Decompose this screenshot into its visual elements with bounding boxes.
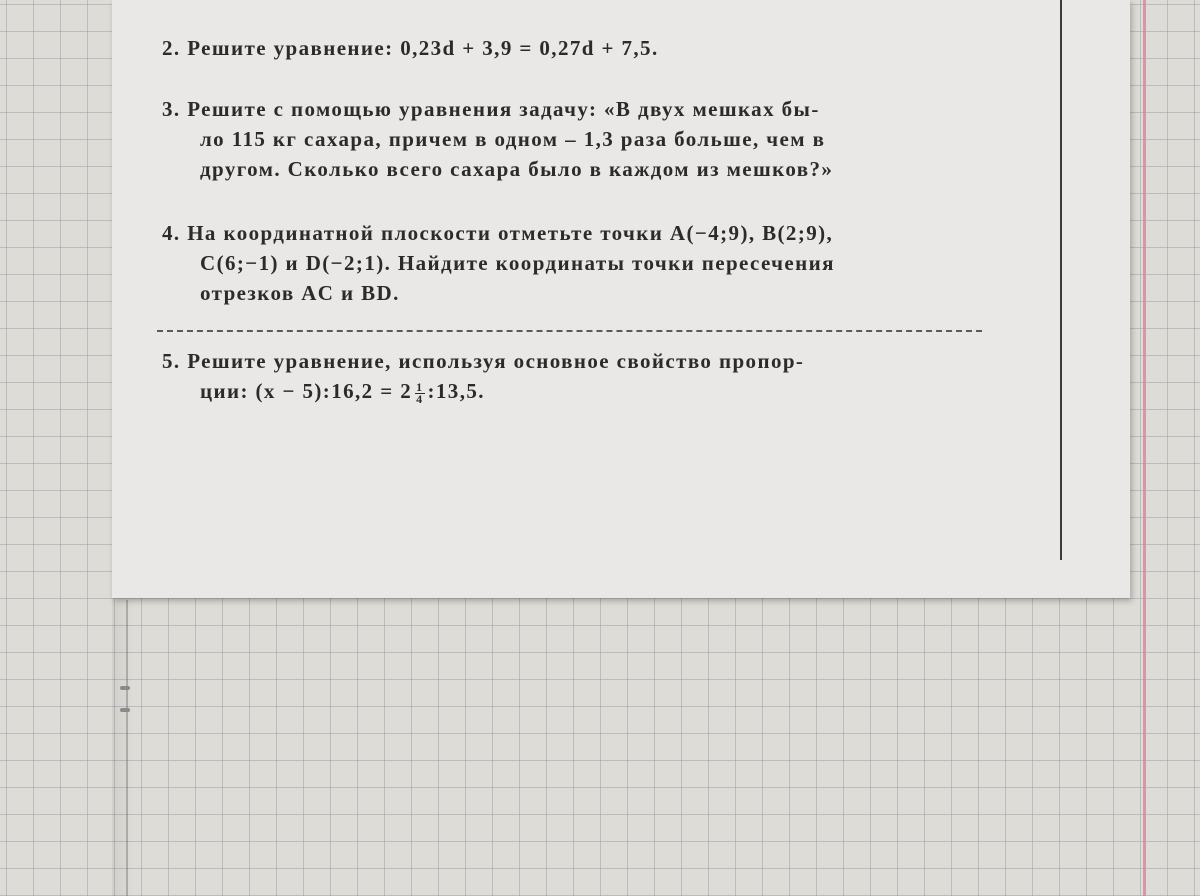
task-5-equation-end: :13,5. <box>427 379 485 403</box>
task-5-equation-start: ции: (x − 5):16,2 = 2 <box>200 379 413 403</box>
task-5-line-2 <box>162 376 804 406</box>
notebook-binding-edge <box>126 600 128 896</box>
task-5-line-1: 5. Решите уравнение, используя основное свойство пропор- <box>162 349 805 373</box>
fraction-denominator: 4 <box>416 391 424 406</box>
task-3-line-2: ло 115 кг сахара, причем в одном – 1,3 раза больше, чем в <box>200 127 826 151</box>
task-2 <box>162 33 659 63</box>
worksheet-frame-line <box>1060 0 1062 560</box>
task-4 <box>162 218 835 308</box>
task-2-line-1: 2. Решите уравнение: 0,23d + 3,9 = 0,27d + 7,5. <box>162 36 659 60</box>
margin-line <box>1143 0 1146 896</box>
printed-worksheet <box>112 0 1130 598</box>
mixed-fraction <box>415 379 424 406</box>
dashed-divider <box>157 330 982 332</box>
task-4-line-3: отрезков AC и BD. <box>200 281 400 305</box>
task-3-line-1: 3. Решите с помощью уравнения задачу: «В двух мешках бы- <box>162 97 820 121</box>
fraction-numerator: 1 <box>416 379 424 394</box>
task-4-line-2: C(6;−1) и D(−2;1). Найдите координаты точки пересечения <box>200 251 835 275</box>
binding-ring-icon <box>120 708 130 712</box>
task-3 <box>162 94 833 184</box>
task-3-line-3: другом. Сколько всего сахара было в каждом из мешков?» <box>200 157 834 181</box>
task-4-line-1: 4. На координатной плоскости отметьте точки A(−4;9), B(2;9), <box>162 221 834 245</box>
cut-off-text-fragment <box>1017 0 1077 6</box>
binding-ring-icon <box>120 686 130 690</box>
task-5 <box>162 346 804 406</box>
